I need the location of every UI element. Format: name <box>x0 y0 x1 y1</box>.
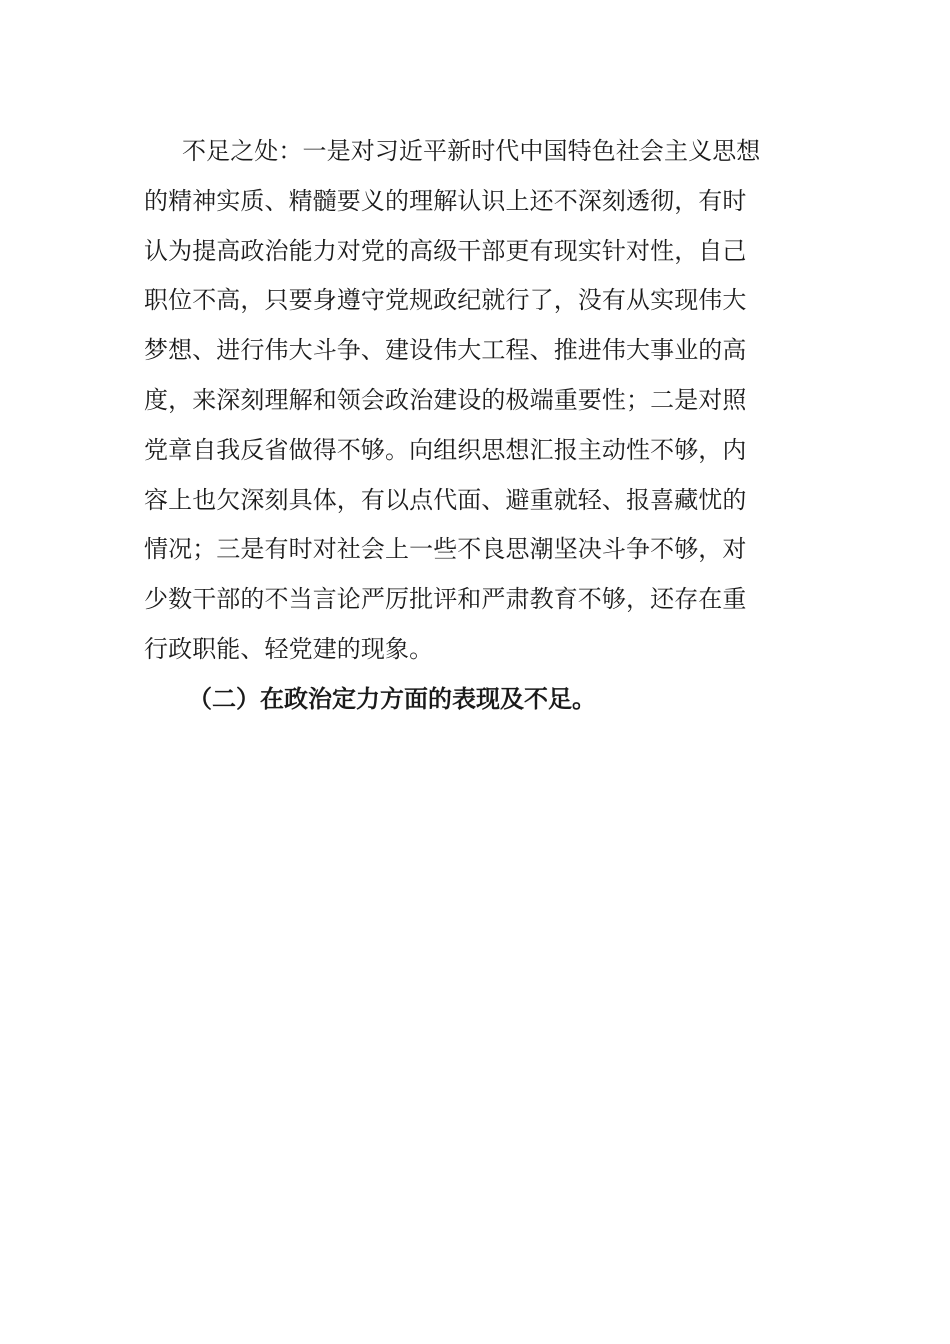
paragraph-line: 容上也欠深刻具体，有以点代面、避重就轻、报喜藏忧的 <box>144 485 747 514</box>
paragraph-line: 度，来深刻理解和领会政治建设的极端重要性；二是对照 <box>144 385 747 414</box>
paragraph-line: 的精神实质、精髓要义的理解认识上还不深刻透彻，有时 <box>144 186 747 215</box>
paragraph-line: 认为提高政治能力对党的高级干部更有现实针对性，自己 <box>144 236 747 265</box>
paragraph-line: 职位不高，只要身遵守党规政纪就行了，没有从实现伟大 <box>144 286 747 315</box>
document-body <box>144 127 808 725</box>
paragraph-line: 不足之处：一是对习近平新时代中国特色社会主义思想 <box>182 137 761 165</box>
paragraph-line: 情况；三是有时对社会上一些不良思潮坚决斗争不够，对 <box>144 535 747 564</box>
section-heading: （二）在政治定力方面的表现及不足。 <box>188 684 596 713</box>
paragraph-line: 行政职能、轻党建的现象。 <box>144 634 434 663</box>
paragraph-line: 梦想、进行伟大斗争、建设伟大工程、推进伟大事业的高 <box>144 336 747 365</box>
paragraph-line: 党章自我反省做得不够。向组织思想汇报主动性不够，内 <box>144 435 747 464</box>
paragraph-line: 少数干部的不当言论严厉批评和严肃教育不够，还存在重 <box>144 585 747 614</box>
